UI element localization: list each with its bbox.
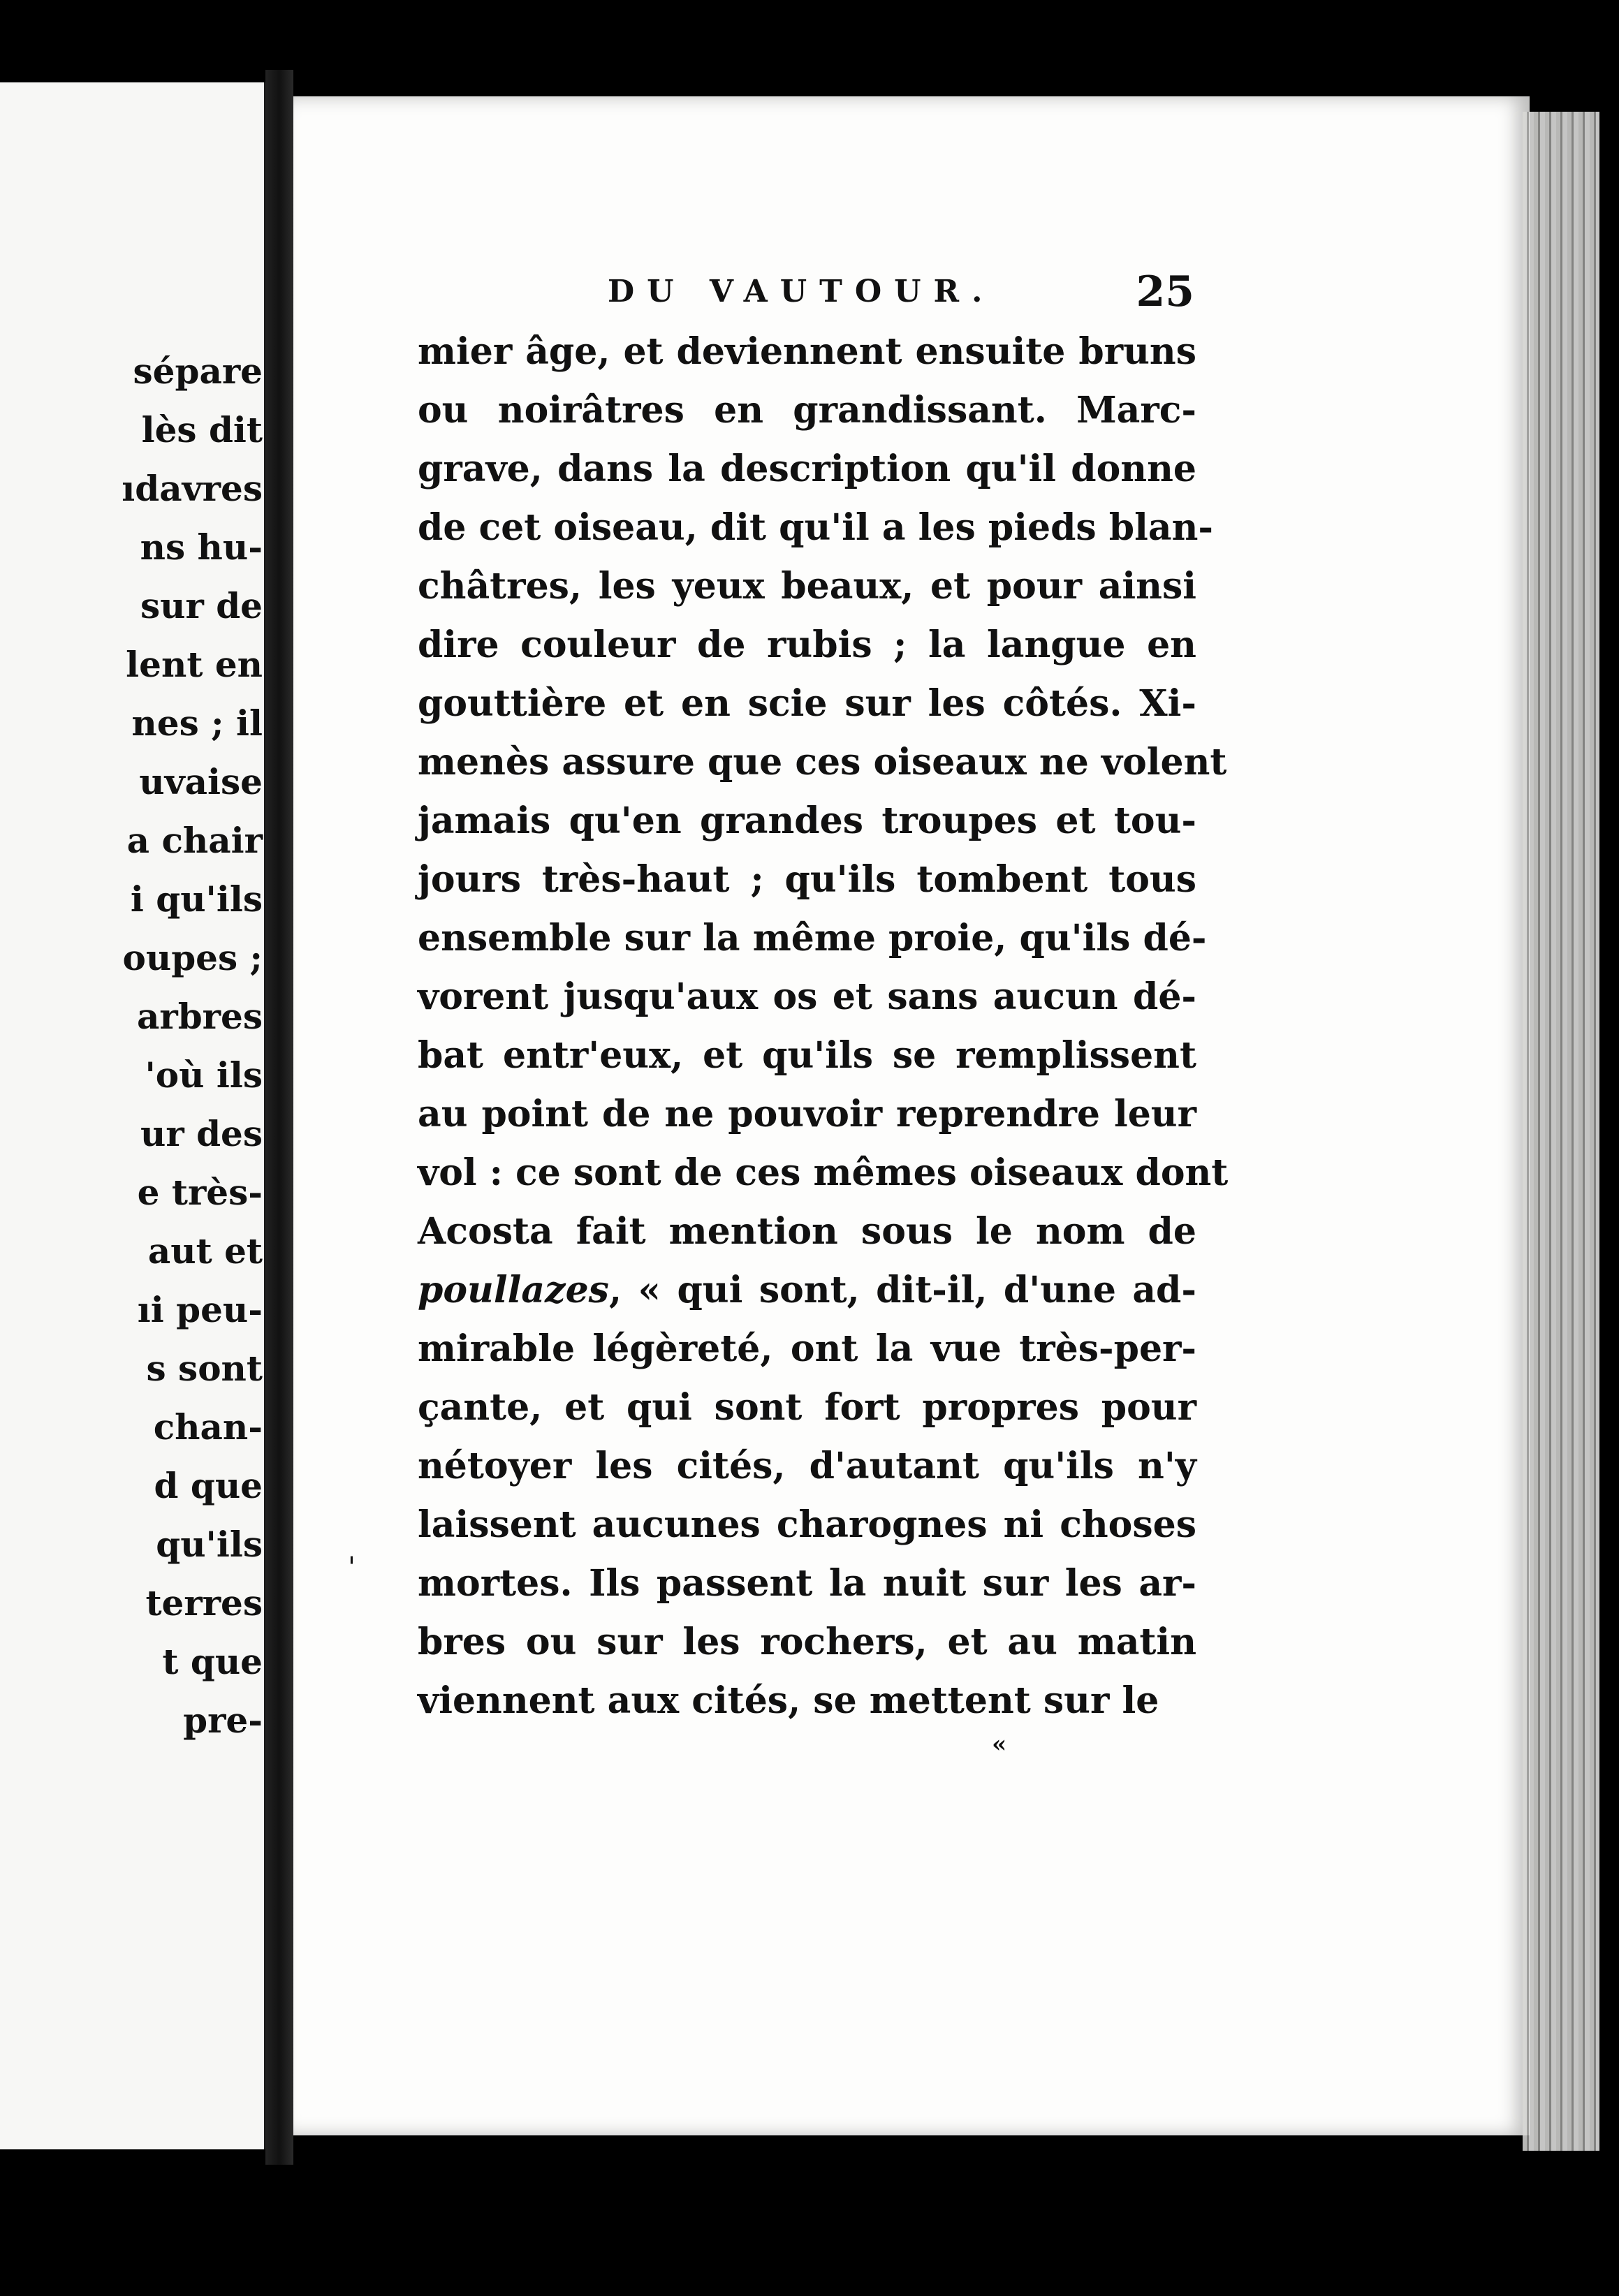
margin-mark: ' <box>348 1552 356 1584</box>
left-page-line: ıi peu- <box>137 1289 263 1330</box>
text-line: ensemble sur la même proie, qu'ils dé- <box>418 917 1207 959</box>
left-page-text <box>0 342 264 1750</box>
text-line: ou noirâtres en grandissant. Marc- <box>418 389 1196 432</box>
text-line: laissent aucunes charognes ni choses <box>418 1503 1196 1546</box>
left-page-line: uvaise <box>139 761 263 802</box>
left-page-line: i qu'ils <box>130 878 263 920</box>
text-line: vorent jusqu'aux os et sans aucun dé- <box>418 976 1196 1018</box>
left-facing-page <box>0 82 271 2149</box>
left-page-line: nes ; il <box>131 702 263 744</box>
text-line: çante, et qui sont fort propres pour <box>418 1386 1196 1429</box>
catchword: « <box>992 1730 1007 1758</box>
text-line: de cet oiseau, dit qu'il a les pieds blan- <box>418 506 1213 549</box>
left-page-line: 'où ils <box>145 1054 263 1096</box>
text-line: bres ou sur les rochers, et au matin <box>418 1621 1196 1663</box>
left-page-line: t que <box>162 1641 263 1682</box>
left-page-line: d que <box>154 1465 263 1506</box>
text-line: grave, dans la description qu'il donne <box>418 448 1196 490</box>
text-line: menès assure que ces oiseaux ne volent <box>418 741 1227 783</box>
left-page-line: lent en <box>126 644 263 685</box>
left-page-line: ıdavres <box>122 468 263 509</box>
text-line: bat entr'eux, et qu'ils se remplissent <box>418 1034 1196 1077</box>
text-line: au point de ne pouvoir reprendre leur <box>418 1093 1196 1135</box>
text-line: Acosta fait mention sous le nom de <box>418 1210 1196 1253</box>
page-number: 25 <box>1136 267 1194 316</box>
left-page-line: arbres <box>136 996 263 1037</box>
page-edges <box>1523 112 1599 2151</box>
left-page-line: qu'ils <box>156 1524 263 1565</box>
left-page-line: a chair <box>126 820 263 861</box>
text-line: mortes. Ils passent la nuit sur les ar- <box>418 1562 1196 1605</box>
left-page-line: ns hu- <box>140 527 263 568</box>
text-line: gouttière et en scie sur les côtés. Xi- <box>418 682 1196 725</box>
left-page-line: pre- <box>183 1700 263 1741</box>
body-text <box>418 323 1229 1730</box>
text-line: mier âge, et deviennent ensuite bruns <box>418 330 1196 373</box>
running-head <box>419 264 1201 320</box>
left-page-line: sur de <box>140 585 263 626</box>
text-line: jours très-haut ; qu'ils tombent tous <box>418 858 1196 901</box>
left-page-line: s sont <box>146 1348 263 1389</box>
text-line: viennent aux cités, se mettent sur le <box>418 1679 1159 1722</box>
left-page-line: sépare <box>133 351 263 392</box>
left-page-line: e très- <box>137 1172 263 1213</box>
text-line: jamais qu'en grandes troupes et tou- <box>418 800 1196 842</box>
text-line: vol : ce sont de ces mêmes oiseaux dont <box>418 1151 1229 1194</box>
left-page-line: ur des <box>140 1113 263 1154</box>
text-line-rest: , « qui sont, dit-il, d'une ad- <box>608 1269 1196 1311</box>
running-title: DU VAUTOUR. <box>608 274 995 309</box>
italic-term: poullazes <box>418 1269 609 1311</box>
text-line: châtres, les yeux beaux, et pour ainsi <box>418 565 1196 608</box>
left-page-line: oupes ; <box>122 937 263 978</box>
book-gutter <box>265 70 293 2165</box>
text-line: dire couleur de rubis ; la langue en <box>418 624 1196 666</box>
text-line <box>418 1261 1196 1320</box>
text-line: mirable légèreté, ont la vue très-per- <box>418 1327 1196 1370</box>
left-page-line: chan- <box>153 1406 263 1448</box>
left-page-line: aut et <box>147 1230 263 1272</box>
text-line: nétoyer les cités, d'autant qu'ils n'y <box>418 1445 1196 1487</box>
left-page-line: lès dit <box>141 409 263 450</box>
left-page-line: terres <box>145 1582 263 1624</box>
